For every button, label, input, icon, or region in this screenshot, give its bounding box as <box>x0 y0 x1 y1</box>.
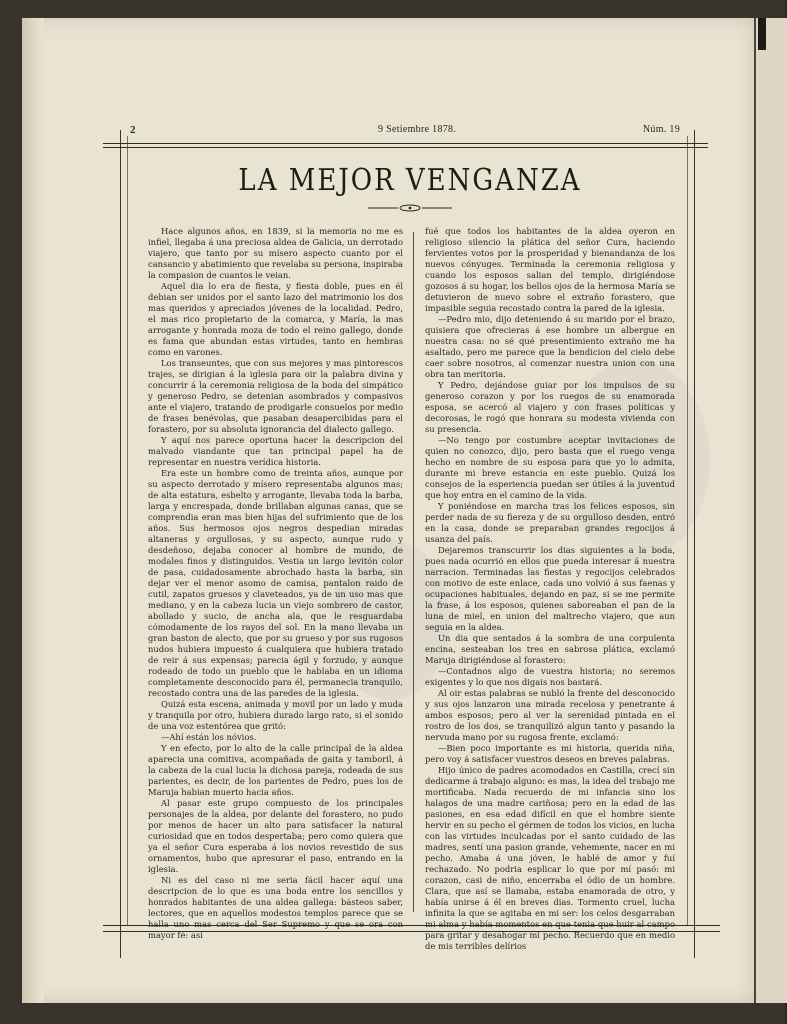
page-number: 2 <box>130 124 136 136</box>
article-paragraph: Dejaremos transcurrir los dias siguientes a la boda, pues nada ocurrió en ellos que pueda interesar á nuestra narracion. Terminadas las fiestas y regocijos celebrados con motivo de este enlace, cada uno volvió á sus faenas y ocupaciones habituales, dejando en paz, si se me permite la frase, á los esposos, quienes saboreaban el pan de la luna de miel, en union del maltrecho viajero, que aun seguia en la aldea. <box>425 545 675 632</box>
issue-date: 9 Setiembre 1878. <box>378 124 457 135</box>
article-paragraph: fué que todos los habitantes de la aldea oyeron en religioso silencio la plática del señor Cura, haciendo fervientes votos por la prosperidad y bienandanza de los nuevos cónyuges. Terminada la ceremonia religiosa y cuando los esposos salian del templo, dirigiéndose gozosos á su hogar, los bellos ojos de la hermosa María se detuvieron de nuevo sobre el extraño forastero, que impasible seguia recostado contra la pared de la iglesia. <box>425 226 675 313</box>
article-paragraph: Y en efecto, por lo alto de la calle principal de la aldea aparecia una comitiva, acompañada de gaita y tamboril, á la cabeza de la cual lucia la dichosa pareja, rodeada de sus parientes, es decir, de los parientes de Pedro, pues los de Maruja habian muerto hacia años. <box>148 743 403 797</box>
article-paragraph: Al pasar este grupo compuesto de los principales personajes de la aldea, por delante del forastero, no pudo por menos de hacer un alto para satisfacer la natural curiosidad que en todos despertaba; pero como quiera que ya el señor Cura esperaba á los novios revestido de sus ornamentos, hubo que apresurar el paso, entrando en la iglesia. <box>148 798 403 874</box>
footer-rule <box>103 925 720 932</box>
article-paragraph: —Pedro mio, dijo deteniendo á su marido por el brazo, quisiera que ofrecieras á ese hombre un albergue en nuestra casa: no sé qué presentimiento extraño me ha asaltado, pero me parece que la bendicion del cielo debe caer sobre nosotros, al comenzar nuestra union con una obra tan meritoria. <box>425 314 675 379</box>
article-paragraph: Ni es del caso ni me seria fácil hacer aquí una descripcion de lo que es una boda entre los sencillos y honrados habitantes de una aldea gallega: básteos saber, lectores, que en aquellos modestos templos parece que se halla uno mas cerca del Ser Supremo y que se ora con mayor fé: así <box>148 875 403 940</box>
column-divider <box>413 232 414 912</box>
article-title: LA MEJOR VENGANZA <box>238 163 582 199</box>
running-header <box>128 124 686 140</box>
article-paragraph: Al oir estas palabras se nubló la frente del desconocido y sus ojos lanzaron una mirada recelosa y penetrante á ambos esposos; pero al ver la serenidad pintada en el rostro de los dos, se tranquilizó algun tanto y pasando la nervuda mano por su rugosa frente, exclamó: <box>425 688 675 742</box>
article-paragraph: —Bien poco importante es mi historia, querida niña, pero voy á satisfacer vuestros deseos en breves palabras. <box>425 743 675 764</box>
article-paragraph: Y aquí nos parece oportuna hacer la descripcion del malvado viandante que tan principal papel ha de representar en nuestra verídica historia. <box>148 435 403 467</box>
article-paragraph: —Contadnos algo de vuestra historia; no seremos exigentes y lo que nos digais nos bastará. <box>425 666 675 687</box>
article-paragraph: Hace algunos años, en 1839, si la memoria no me es infiel, llegaba á una preciosa aldea de Galicia, un derrotado viajero, que tanto por su mísero aspecto cuanto por el cansancio y abatimiento que revelaba su persona, inspiraba la compasion de cuantos le veian. <box>148 226 403 280</box>
article-paragraph: —Ahí están los nóvios. <box>161 732 257 742</box>
article-paragraph: Hijo único de padres acomodados en Castilla, crecí sin dedicarme á trabajo alguno: es mas, la idea del trabajo me mortificaba. Nada recuerdo de mi infancia sino los halagos de una madre cariñosa; pero en la edad de las pasiones, en esa edad difícil en que el hombre siente hervir en su pecho el gérmen de todos los vicios, en lucha con las virtudes inculcadas por el santo cuidado de las madres, sentí una pasion grande, vehemente, nacer en mi pecho. Amaba á una jóven, le hablé de amor y fuí rechazado. No podria esplicar lo que por mí pasó: mi corazon, casi de niño, encerraba el ódio de un hombre. Clara, que así se llamaba, estaba enamorada de otro, y había unirse á él en breves dias. Tormento cruel, lucha infinita la que se agitaba en mi ser: los celos desgarraban mi alma y había momentos en que tenia que huir al campo para gritar y desahogar mi pecho. Recuerdo que en medio de mis terribles delírios <box>425 765 675 951</box>
article-column-right <box>425 226 675 951</box>
issue-number: Núm. 19 <box>642 124 680 135</box>
page-spine-shadow <box>22 18 44 1003</box>
article-paragraph: Y poniéndose en marcha tras los felices esposos, sin perder nada de su fiereza y de su orgulloso desden, entró en la casa, donde se preparaban grandes regocijos á usanza del país. <box>425 501 675 544</box>
article-paragraph: Aquel dia lo era de fiesta, y fiesta doble, pues en él debian ser unidos por el santo lazo del matrimonio los dos mas queridos y apreciados jóvenes de la localidad. Pedro, el mas rico propietario de la comarca, y María, la mas arrogante y honrada moza de todo el reino gallego, donde es fama que abundan estas virtudes, tanto en hembras como en varones. <box>148 281 403 357</box>
header-rule <box>103 143 708 148</box>
article-paragraph: Los transeuntes, que con sus mejores y mas pintorescos trajes, se dirigian á la iglesia para oir la palabra divina y concurrir á la ceremonia religiosa de la boda del simpático y generoso Pedro, se detenian asombrados y compasivos ante el viajero, tratando de prodigarle consuelos por medio de frases benévolas, que pasaban desapercibidas para el forastero, por su absoluta ignorancia del dialecto gallego. <box>148 358 403 434</box>
page-tab-mark <box>758 18 766 50</box>
next-page-edge <box>754 18 787 1003</box>
article-paragraph: Quizá esta escena, animada y movil por un lado y muda y tranquila por otro, hubiera durado largo rato, si el sonido de una voz estentórea que gritó: <box>148 699 403 731</box>
article-paragraph: —No tengo por costumbre aceptar invitaciones de quien no conozco, dijo, pero basta que el ruego venga hecho en nombre de su esposa para que yo lo admita, durante mi breve estancia en este pueblo. Quizá los consejos de la esperiencia puedan ser útiles á la juventud que hoy entra en el camino de la vida. <box>425 435 675 500</box>
article-column-left <box>148 226 403 940</box>
article-paragraph: Y Pedro, dejándose guiar por los impulsos de su generoso corazon y por los ruegos de su enamorada esposa, se acercó al viajero y con frases políticas y decorosas, le rogó que honrara su modesta vivienda con su presencia. <box>425 380 675 434</box>
article-paragraph: Un dia que sentados á la sombra de una corpulenta encina, sesteaban los tres en sabrosa plática, exclamó Maruja dirigiéndose al forastero: <box>425 633 675 665</box>
title-ornament-icon <box>368 203 452 213</box>
article-paragraph: Era este un hombre como de treinta años, aunque por su aspecto derrotado y mísero representaba algunos mas; de alta estatura, esbelto y arrogante, llevaba toda la barba, larga y encrespada, donde brillaban algunas canas, que se comprendia eran mas bien hijas del sufrimiento que de los años. Sus hermosos ojos negros despedian miradas altaneras y orgullosas, y su aspecto, aunque rudo y desdeñoso, dejaba conocer al hombre de mundo, de modales finos y distinguidos. Vestia un largo levitón color de pasa, cuidadosamente abrochado hasta la barba, sin dejar ver el menor asomo de camisa, pantalon raido de cutil, zapatos gruesos y claveteados, ya de un uso mas que mediano, y en la cabeza lucia un viejo sombrero de castor, abollado y sucio, de ancha ala, que le resguardaba cómodamente de los rayos del sol. En la mano llevaba un gran baston de alecto, que por su grueso y por sus rugosos nudos hubiera impuesto á cualquiera que hubiera tratado de reir á sus expensas; parecia ágil y forzudo, y aunque rodeado de todo un pueblo que le hablaba en un idioma completamente desconocido para él, permanecia tranquilo, recostado contra una de las paredes de la iglesia. <box>148 468 403 698</box>
